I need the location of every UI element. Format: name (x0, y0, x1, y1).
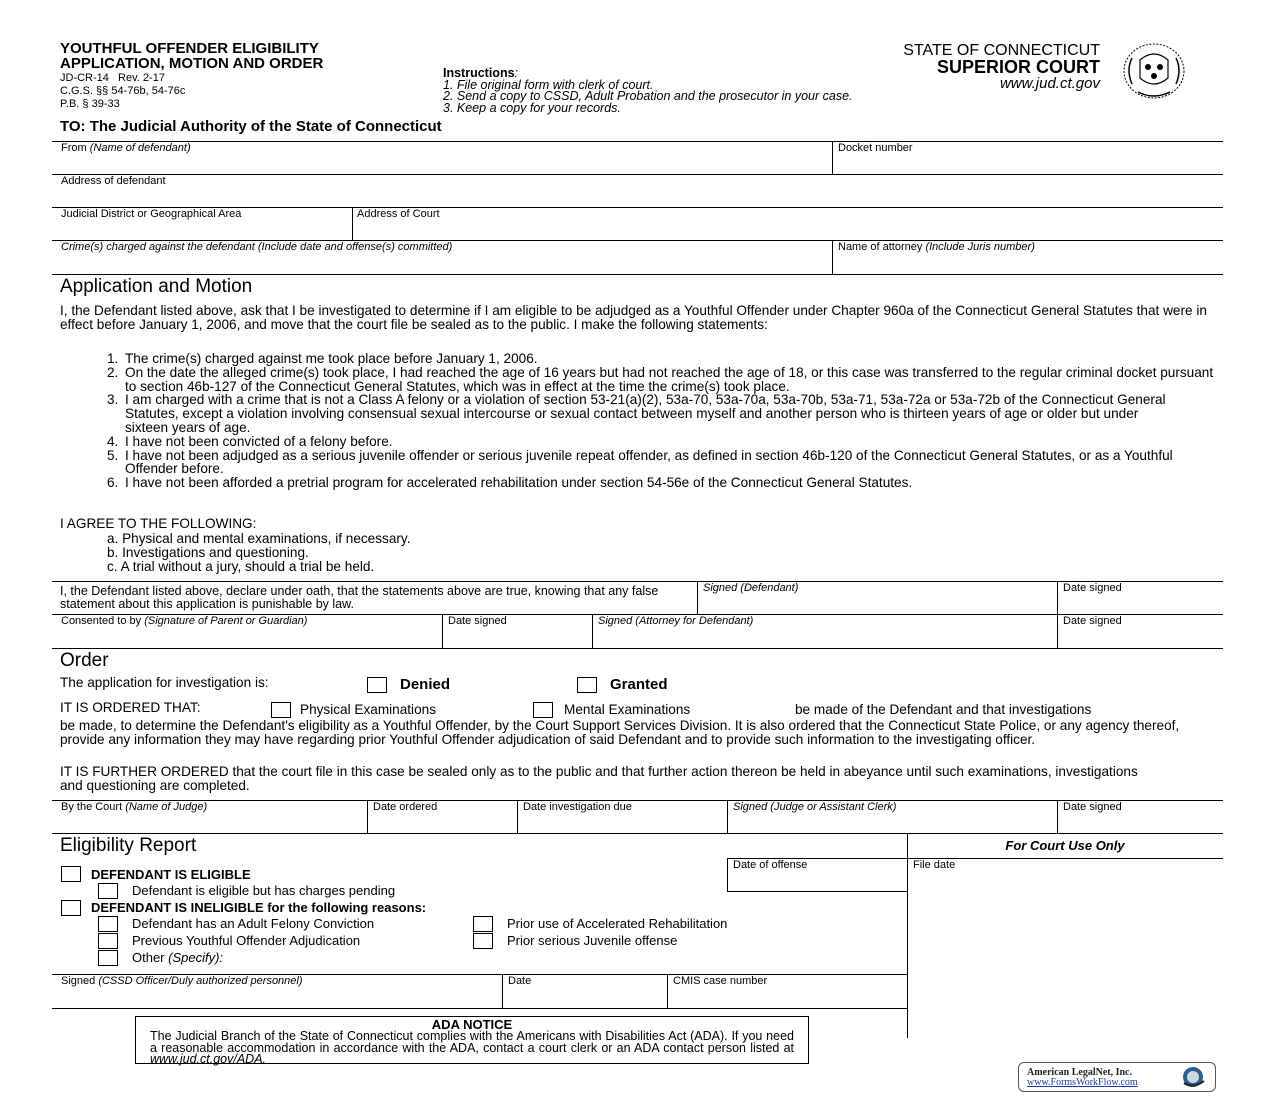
court-use-only-label: For Court Use Only (1005, 838, 1125, 853)
signed-hint: (CSSD Officer/Duly authorized personnel) (98, 975, 303, 987)
statement-item: 4. I have not been convicted of a felony before. (107, 433, 393, 449)
eligibility-heading: Eligibility Report (60, 835, 197, 856)
statement-item: 6. I have not been afforded a pretrial program for accelerated rehabilitation under section 54-56e of the Connecticut General Statutes. (107, 475, 913, 491)
mental-exam-label: Mental Examinations (564, 702, 691, 717)
court-website: www.jud.ct.gov (999, 75, 1100, 92)
divider (667, 974, 668, 1008)
statement-item: 2. On the date the alleged crime(s) took place, I had reached the age of 16 years but had not reached the age of 18, or this case was transferred to the regular criminal docket pursuant to section 46b-127 of the Connecticut General Statutes, which was in effect at the time the crime(s) took place. (107, 364, 1214, 394)
ada-text: The Judicial Branch of the State of Connecticut complies with the Americans with Disabilities Act (ADA). If you need a reasonable accommodation in accordance with the ADA, contact a court clerk or an ADA contact person listed at (150, 1029, 794, 1055)
mental-exam-checkbox[interactable] (533, 702, 553, 718)
attorney-field[interactable] (838, 241, 1035, 253)
divider (352, 207, 353, 240)
publisher-logo-icon (1176, 1065, 1210, 1094)
defendant-date-signed-field[interactable]: Date signed (1063, 582, 1122, 594)
divider (832, 141, 833, 174)
judge-name-field[interactable] (61, 801, 207, 813)
divider (52, 274, 1223, 275)
juvenile-offense-checkbox[interactable] (473, 933, 493, 949)
physical-exam-checkbox[interactable] (271, 702, 291, 718)
publisher-badge (1018, 1062, 1216, 1092)
investigation-due-field[interactable]: Date investigation due (523, 801, 632, 813)
granted-checkbox[interactable] (577, 677, 597, 693)
court-name: SUPERIOR COURT (936, 57, 1100, 77)
ada-text-block (150, 1031, 794, 1066)
ada-notice (135, 1016, 809, 1064)
divider (592, 614, 593, 648)
ineligible-checkbox[interactable] (61, 900, 81, 916)
docket-number-field[interactable]: Docket number (838, 142, 913, 154)
oath-statement: I, the Defendant listed above, declare under oath, that the statements above are true, knowing that any false statement about this application is punishable by law. (60, 584, 659, 611)
from-field[interactable] (61, 142, 191, 154)
felony-conviction-label: Defendant has an Adult Felony Conviction (132, 916, 375, 931)
form-title-line1: YOUTHFUL OFFENDER ELIGIBILITY (60, 40, 319, 57)
instructions: Instructions: 1. File original form with clerk of court. 2. Send a copy to CSSD, Adult Probation and the prosecutor in your case. 3. Keep a copy for your records. (443, 66, 853, 115)
guardian-date-signed-field[interactable]: Date signed (448, 615, 507, 627)
divider (832, 240, 833, 274)
consented-hint: (Signature of Parent or Guardian) (144, 615, 308, 627)
statement-list (107, 352, 1225, 490)
attorney-signature-field[interactable]: Signed (Attorney for Defendant) (598, 615, 754, 627)
cssd-signature-field[interactable] (61, 975, 303, 987)
instruction-3: 3. Keep a copy for your records. (443, 100, 621, 115)
ada-heading: ADA NOTICE (431, 1017, 513, 1032)
order-heading: Order (60, 650, 109, 671)
attorney-label: Name of attorney (838, 241, 923, 253)
eligible-checkbox[interactable] (61, 866, 81, 882)
divider (517, 800, 518, 833)
statement-item: 1. The crime(s) charged against me took place before January 1, 2006. (107, 351, 538, 366)
agree-item: a. Physical and mental examinations, if necessary. (107, 531, 411, 546)
divider (52, 833, 1223, 834)
report-date-field[interactable]: Date (508, 975, 532, 987)
instruction-2: 2. Send a copy to CSSD, Adult Probation and the prosecutor in your case. (443, 89, 853, 103)
juvenile-offense-label: Prior serious Juvenile offense (507, 933, 678, 948)
court-address-field[interactable]: Address of Court (357, 208, 440, 220)
instruction-1: 1. File original form with clerk of court. (443, 77, 654, 92)
state-name: STATE OF CONNECTICUT (903, 42, 1100, 59)
application-status-label: The application for investigation is: (60, 675, 269, 690)
agree-heading: I AGREE TO THE FOLLOWING: (60, 516, 257, 531)
divider (52, 800, 1223, 801)
divider (52, 648, 1223, 649)
accelerated-rehab-checkbox[interactable] (473, 916, 493, 932)
statute-ref: C.G.S. §§ 54-76b, 54-76c (60, 85, 186, 97)
file-date-field[interactable]: File date (913, 859, 956, 871)
consented-label: Consented to by (61, 615, 142, 627)
prior-yo-label: Previous Youthful Offender Adjudication (132, 933, 361, 948)
other-reason-label (132, 950, 223, 965)
date-of-offense-field[interactable]: Date of offense (733, 859, 808, 871)
form-id: JD-CR-14 Rev. 2-17 (60, 72, 165, 84)
defendant-address-field[interactable]: Address of defendant (61, 175, 166, 187)
other-reason-checkbox[interactable] (98, 950, 118, 966)
felony-conviction-checkbox[interactable] (98, 916, 118, 932)
divider (52, 1008, 907, 1009)
agree-item: c. A trial without a jury, should a trial be held. (107, 558, 375, 574)
ada-link[interactable]: www.jud.ct.gov/ADA. (150, 1052, 267, 1066)
divider (52, 174, 1223, 175)
divider (907, 833, 908, 1038)
ordered-that-label: IT IS ORDERED THAT: (60, 700, 201, 715)
by-court-label: By the Court (61, 801, 123, 813)
statement-item: 3. I am charged with a crime that is not a Class A felony or a violation of section 53-21(a)(2), 53a-70, 53a-70a, 53a-70b, 53a-71, 53a-72a or 53a-72b of the Connecticut General Statutes, except a violation involving consensual sexual intercourse or sexual contact between myself and another person who is thirteen years of age or older but under sixteen years of age. (107, 392, 1166, 435)
by-court-hint: (Name of Judge) (125, 801, 208, 813)
ordered-continuation: be made of the Defendant and that investigations (795, 702, 1092, 717)
guardian-consent-field[interactable] (61, 615, 307, 627)
divider (697, 581, 698, 614)
state-seal (1120, 40, 1188, 102)
divider (502, 974, 503, 1008)
attorney-hint: (Include Juris number) (925, 241, 1035, 253)
eligible-pending-checkbox[interactable] (98, 883, 118, 899)
practice-book-ref: P.B. § 39-33 (60, 98, 120, 110)
publisher-name: American LegalNet, Inc. (1027, 1067, 1132, 1078)
application-heading: Application and Motion (60, 276, 253, 297)
publisher-url[interactable]: www.FormsWorkFlow.com (1027, 1077, 1138, 1088)
divider (727, 800, 728, 833)
other-hint: (Specify): (168, 950, 224, 965)
judicial-district-field[interactable]: Judicial District or Geographical Area (61, 208, 242, 220)
ineligible-label: DEFENDANT IS INELIGIBLE for the following reasons: (91, 900, 427, 915)
attorney-date-signed-field[interactable]: Date signed (1063, 615, 1122, 627)
agree-list (107, 532, 411, 573)
form-title-line2: APPLICATION, MOTION AND ORDER (60, 55, 324, 72)
divider (52, 581, 1223, 582)
denied-checkbox[interactable] (367, 677, 387, 693)
divider (727, 891, 907, 892)
divider (442, 614, 443, 648)
signed-label: Signed (61, 975, 96, 987)
eligible-label: DEFENDANT IS ELIGIBLE (91, 867, 251, 882)
judge-signature-field[interactable]: Signed (Judge or Assistant Clerk) (733, 801, 897, 813)
judge-date-signed-field[interactable]: Date signed (1063, 801, 1122, 813)
accelerated-rehab-label: Prior use of Accelerated Rehabilitation (507, 916, 728, 931)
further-ordered-paragraph: IT IS FURTHER ORDERED that the court file in this case be sealed only as to the public and that further action thereon be held in abeyance until such examinations, investigations and questioning are completed. (60, 764, 1138, 793)
divider (1057, 800, 1058, 833)
granted-label: Granted (610, 676, 668, 693)
court-header (800, 42, 1100, 91)
cmis-number-field[interactable]: CMIS case number (673, 975, 768, 987)
form-title (60, 41, 323, 71)
divider (727, 858, 728, 891)
other-label: Other (132, 950, 165, 965)
date-ordered-field[interactable]: Date ordered (373, 801, 438, 813)
divider (367, 800, 368, 833)
physical-exam-label: Physical Examinations (300, 702, 436, 717)
statement-item: 5. I have not been adjudged as a serious juvenile offender or serious juvenile repeat offender, as defined in section 46b-120 of the Connecticut General Statutes, or as a Youthful Offender before. (107, 447, 1173, 477)
application-intro: I, the Defendant listed above, ask that I be investigated to determine if I am eligible to be adjudged as a Youthful Offender under Chapter 960a of the Connecticut General Statutes that were in effect before January 1, 2006, and move that the court file be sealed as to the public. I make the following statements: (60, 303, 1207, 332)
addressee-line: TO: The Judicial Authority of the State of Connecticut (60, 118, 442, 135)
denied-label: Denied (400, 676, 451, 693)
prior-yo-checkbox[interactable] (98, 933, 118, 949)
crimes-charged-field[interactable]: Crime(s) charged against the defendant (Include date and offense(s) committed) (61, 241, 453, 253)
eligible-pending-label: Defendant is eligible but has charges pending (132, 883, 396, 898)
form-meta (60, 72, 185, 111)
agree-item: b. Investigations and questioning. (107, 544, 309, 560)
from-label: From (61, 142, 87, 154)
ordered-paragraph: be made, to determine the Defendant's eligibility as a Youthful Offender, by the Court Support Services Division. It is also ordered that the Connecticut State Police, or any agency thereof, provide any information they may have regarding prior Youthful Offender adjudication of said Defendant and to provide such information to the investigating officer. (60, 718, 1180, 747)
from-hint: (Name of defendant) (89, 142, 191, 154)
divider (52, 141, 1223, 142)
instructions-label: Instructions (443, 66, 515, 80)
defendant-signature-field[interactable]: Signed (Defendant) (703, 582, 799, 594)
